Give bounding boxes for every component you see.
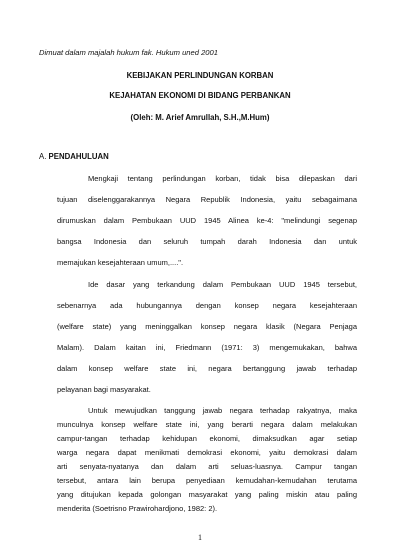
paragraph-line: sebenarnya ada hubungannya dengan konsep negara kesejahteraan [57, 301, 357, 310]
title-line-1: KEBIJAKAN PERLINDUNGAN KORBAN [126, 71, 274, 80]
paragraph-line: dirumuskan dalam Pembukaan UUD 1945 Alinea ke-4: "melindungi segenap [57, 216, 357, 225]
section-number: A. [39, 152, 47, 161]
section-heading [39, 152, 109, 161]
title-line-2: KEJAHATAN EKONOMI DI BIDANG PERBANKAN [109, 91, 291, 100]
paragraph-line: pelayanan bagi masyarakat. [57, 385, 151, 394]
paragraph-line: bangsa Indonesia dan seluruh tumpah darah Indonesia dan untuk [57, 237, 357, 246]
paragraph-line: campur-tangan terhadap kehidupan ekonomi, dimaksudkan agar setiap [57, 434, 357, 443]
paragraph-line: memajukan kesejahteraan umum,....". [57, 258, 184, 267]
paragraph-line: Untuk mewujudkan tanggung jawab negara terhadap rakyatnya, maka [88, 406, 357, 415]
paragraph-line: dalam konsep welfare state ini, negara bertanggung jawab terhadap [57, 364, 357, 373]
paragraph-line: arti senyata-nyatanya dan dalam arti seluas-luasnya. Campur tangan [57, 462, 357, 471]
paragraph-line: Malam). Dalam kaitan ini, Friedmann (1971: 3) mengemukakan, bahwa [57, 343, 357, 352]
paragraph-line: Ide dasar yang terkandung dalam Pembukaan UUD 1945 tersebut, [88, 280, 357, 289]
author-line: (Oleh: M. Arief Amrullah, S.H.,M.Hum) [130, 113, 270, 122]
paragraph-line: menderita (Soetrisno Prawirohardjono, 1982: 2). [57, 504, 218, 513]
paragraph-line: munculnya konsep welfare state ini, yang berarti negara dalam melakukan [57, 420, 357, 429]
section-title: PENDAHULUAN [48, 152, 109, 161]
publication-note: Dimuat dalam majalah hukum fak. Hukum uned 2001 [39, 48, 218, 57]
paragraph-line: Mengkaji tentang perlindungan korban, tidak bisa dilepaskan dari [88, 174, 357, 183]
paragraph-line: yang ditujukan kepada golongan masyarakat yang paling miskin atau paling [57, 490, 357, 499]
page-number: 1 [198, 533, 202, 542]
paragraph-line: (welfare state) yang meninggalkan konsep negara klasik (Negara Penjaga [57, 322, 357, 331]
paragraph-line: tersebut, antara lain berupa penyediaan kemudahan-kemudahan terutama [57, 476, 357, 485]
paragraph-line: tujuan diselenggarakannya Negara Republik Indonesia, yaitu sebagaimana [57, 195, 357, 204]
paragraph-line: warga negara dapat menikmati demokrasi ekonomi, yaitu demokrasi dalam [57, 448, 357, 457]
